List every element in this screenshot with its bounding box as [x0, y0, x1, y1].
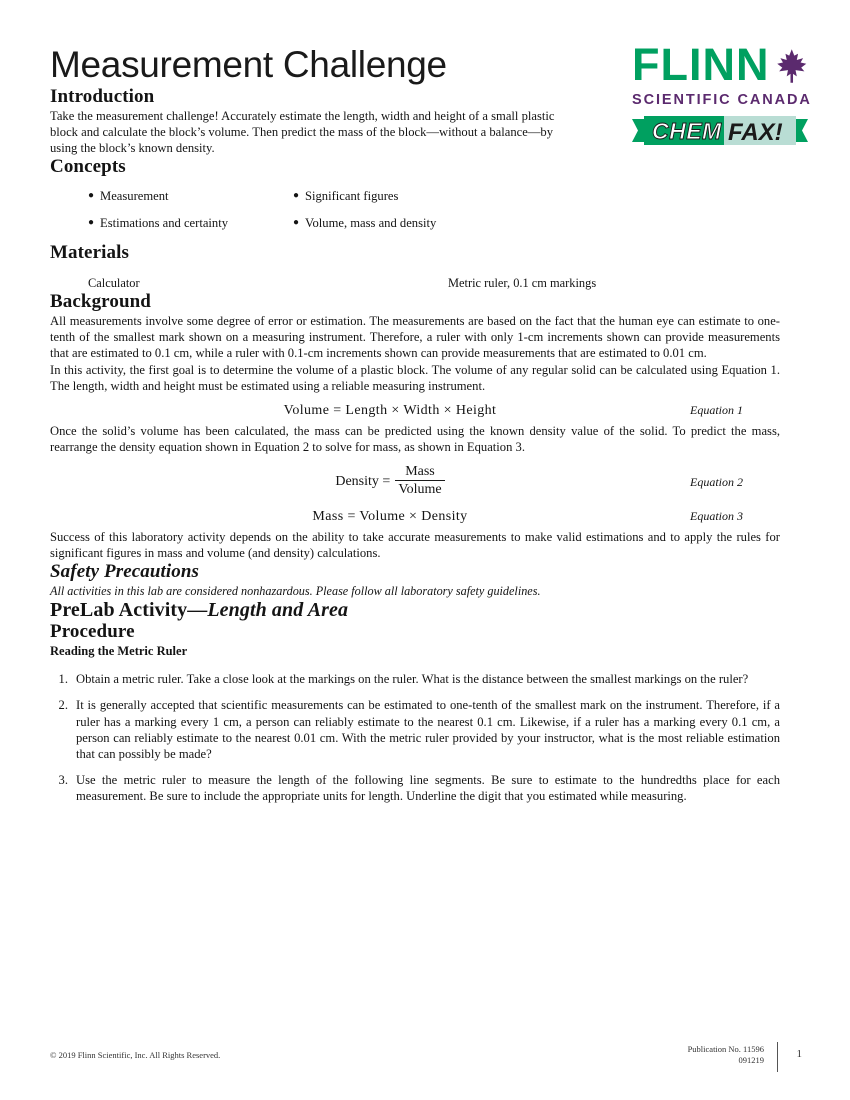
- section-heading-procedure: Procedure: [50, 621, 135, 643]
- step-text: It is generally accepted that scientific measurements can be estimated to one-tenth of the smallest mark on the instrument. Therefore, if a ruler has a marking every 1 cm, a person can reliably estimate to the nearest 0.1 cm. Likewise, if a ruler has a marking every 0.1 cm, a person can reliably estimate to the nearest 0.01 cm. With the metric ruler provided by your instructor, what is the most reliable estimation that can possibly be made?: [76, 698, 780, 762]
- safety-body: All activities in this lab are considered nonhazardous. Please follow all laboratory safety guidelines.: [50, 584, 541, 599]
- concept-label: Significant figures: [305, 189, 399, 204]
- background-paragraph-3: Once the solid’s volume has been calculated, the mass can be predicted using the known density value of the solid. To predict the mass, rearrange the density equation shown in Equation 2 to solve for mass, as shown in Equation 3.: [50, 423, 780, 454]
- procedure-step: [50, 772, 780, 804]
- fraction-numerator: Mass: [405, 463, 435, 479]
- concept-label: Measurement: [100, 189, 169, 204]
- material-item: Metric ruler, 0.1 cm markings: [448, 276, 597, 291]
- bullet-icon: ●: [88, 217, 95, 229]
- footer-divider: [777, 1042, 778, 1072]
- material-item: Calculator: [88, 276, 140, 291]
- background-paragraph-1: All measurements involve some degree of error or estimation. The measurements are based on the fact that the human eye can estimate to one-tenth of the smallest mark shown on a measuring instrument. Therefore, a ruler with only 1-cm increments shown can provide measurements that are estimated to 0.1 cm, while a ruler with 0.1-cm increments shown can provide measurements that are estimated to 0.01 cm.: [50, 314, 780, 361]
- concept-item: [88, 215, 293, 231]
- section-heading-background: Background: [50, 291, 151, 313]
- equation-3-label: Equation 3: [690, 508, 743, 523]
- maple-leaf-icon: [776, 46, 808, 86]
- section-heading-materials: Materials: [50, 242, 129, 264]
- fraction: [395, 464, 444, 498]
- concept-label: Estimations and certainty: [100, 216, 229, 231]
- footer-publication: [688, 1044, 764, 1066]
- equation-1-row: [50, 403, 780, 423]
- logo-subtitle: SCIENTIFIC CANADA: [632, 92, 812, 108]
- equation-3-expression: Mass = Volume × Density: [312, 508, 468, 524]
- equation-3-row: [50, 509, 780, 529]
- svg-text:FAX!: FAX!: [728, 119, 783, 146]
- fraction-denominator: Volume: [395, 480, 444, 498]
- concept-label: Volume, mass and density: [305, 216, 437, 231]
- concept-item: [88, 188, 293, 204]
- step-text: Obtain a metric ruler. Take a close look at the markings on the ruler. What is the distance between the smallest markings on the ruler?: [76, 672, 749, 687]
- materials-list: [88, 276, 728, 291]
- step-number: 3.: [58, 773, 68, 788]
- prelab-heading-plain: PreLab Activity—: [50, 599, 208, 622]
- concept-item: [293, 188, 498, 204]
- procedure-step: [50, 671, 780, 687]
- background-paragraph-4: Success of this laboratory activity depends on the ability to take accurate measurements to make valid estimations and to apply the rules for significant figures in mass and volume (and density) calculations.: [50, 529, 780, 561]
- concepts-row: [88, 215, 708, 231]
- equation-1-label: Equation 1: [690, 402, 743, 417]
- concepts-list: [88, 188, 708, 231]
- footer-publication-date: 091219: [738, 1055, 764, 1065]
- step-number: 1.: [58, 672, 68, 687]
- concepts-row: [88, 188, 708, 204]
- section-heading-concepts: Concepts: [50, 156, 126, 178]
- prelab-heading-italic: Length and Area: [207, 599, 349, 622]
- equation-2-expression: [50, 465, 730, 499]
- bullet-icon: ●: [88, 190, 95, 202]
- footer-page-number: 1: [796, 1048, 802, 1060]
- section-heading-prelab: [50, 599, 780, 621]
- procedure-steps: [50, 671, 780, 804]
- equation-2-lhs: Density =: [335, 473, 391, 489]
- equation-2-label: Equation 2: [690, 474, 743, 489]
- bullet-icon: ●: [293, 217, 300, 229]
- document-content: [50, 0, 780, 815]
- introduction-body: Take the measurement challenge! Accurately estimate the length, width and height of a small plastic block and calculate the block’s volume. Then predict the mass of the block—without a balance—by using the block’s known density.: [50, 109, 555, 156]
- equation-2-row: [50, 465, 780, 503]
- footer-copyright: © 2019 Flinn Scientific, Inc. All Rights Reserved.: [50, 1050, 221, 1060]
- procedure-step: [50, 697, 780, 762]
- section-heading-introduction: Introduction: [50, 86, 155, 107]
- page-footer: [50, 1042, 808, 1076]
- svg-text:CHEM: CHEM: [652, 118, 722, 144]
- footer-publication-number: Publication No. 11596: [687, 1044, 764, 1054]
- procedure-subheading: Reading the Metric Ruler: [50, 644, 188, 659]
- background-paragraph-2: In this activity, the first goal is to determine the volume of a plastic block. The volume of any regular solid can be calculated using Equation 1. The length, width and height must be estimated using a reliable measuring instrument.: [50, 362, 780, 393]
- concept-item: [293, 215, 498, 231]
- step-number: 2.: [58, 698, 68, 713]
- equation-1-expression: Volume = Length × Width × Height: [283, 402, 497, 418]
- section-heading-safety: Safety Precautions: [50, 561, 200, 583]
- page-title: Measurement Challenge: [50, 44, 447, 85]
- logo-brand-text: FLINN: [632, 39, 770, 90]
- step-text: Use the metric ruler to measure the length of the following line segments. Be sure to estimate to the hundredths place for each measurement. Be sure to include the appropriate units for length. Underline the digit that you estimated while measuring.: [76, 773, 780, 804]
- bullet-icon: ●: [293, 190, 300, 202]
